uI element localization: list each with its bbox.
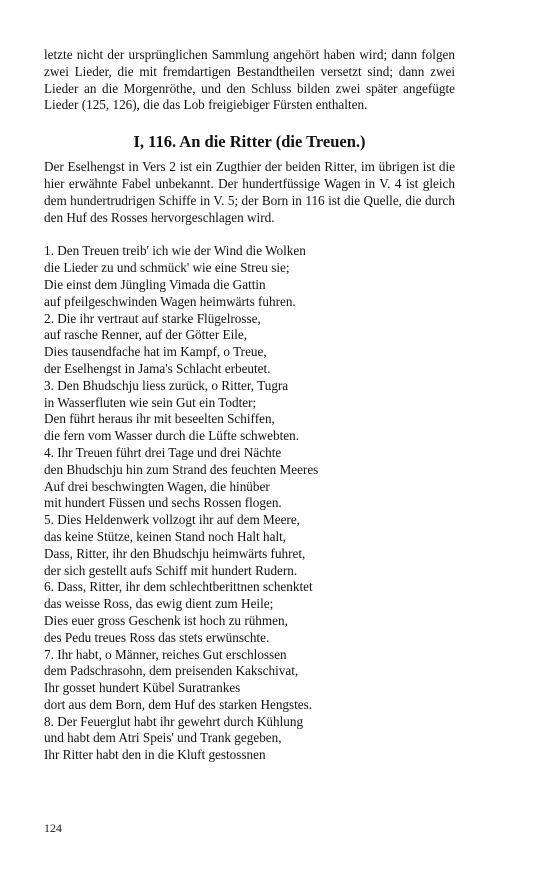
verse-line: 7. Ihr habt, o Männer, reiches Gut erschlossen xyxy=(44,646,287,662)
verse-line: Dies tausendfache hat im Kampf, o Treue, xyxy=(44,344,267,360)
section-heading: I, 116. An die Ritter (die Treuen.) xyxy=(133,132,366,152)
verse-line: das keine Stütze, keinen Stand noch Halt halt, xyxy=(44,528,287,544)
verse-line: und habt dem Atri Speis' und Trank gegeben, xyxy=(44,730,282,746)
verse-line: der Eselhengst in Jama's Schlacht erbeutet. xyxy=(44,360,271,376)
verse-line: dem Padschrasohn, dem preisenden Kakschivat, xyxy=(44,663,299,679)
verse-line: 5. Dies Heldenwerk vollzogt ihr auf dem Meere, xyxy=(44,512,300,528)
verse-line: 2. Die ihr vertraut auf starke Flügelrosse, xyxy=(44,310,261,326)
page-number: 124 xyxy=(44,821,62,835)
commentary-paragraph: Der Eselhengst in Vers 2 ist ein Zugthier der beiden Ritter, im übrigen ist die hier erwähnte Fabel unbekannt. Der hundertfüssige Wagen in V. 4 ist gleich dem hundertrudrigen Schiffe in V. 5; der Born in 116 ist die Quelle, die durch den Huf des Rosses hervorgeschlagen wird. xyxy=(44,159,455,225)
verse-line: Dass, Ritter, ihr den Bhudschju heimwärts fuhret, xyxy=(44,545,306,561)
verse-line: 1. Den Treuen treib' ich wie der Wind die Wolken xyxy=(44,243,306,259)
verse-line: Die einst dem Jüngling Vimada die Gattin xyxy=(44,276,266,292)
verse-block xyxy=(44,243,455,764)
verse-line: die fern vom Wasser durch die Lüfte schwebten. xyxy=(44,428,300,444)
verse-line: Den führt heraus ihr mit beseelten Schiffen, xyxy=(44,411,275,427)
verse-line: des Pedu treues Ross das stets erwünschte. xyxy=(44,629,270,645)
verse-line: das weisse Ross, das ewig dient zum Heile; xyxy=(44,596,274,612)
verse-line: mit hundert Füssen und sechs Rossen flogen. xyxy=(44,495,282,511)
verse-line: auf rasche Renner, auf der Götter Eile, xyxy=(44,327,248,343)
verse-line: die Lieder zu und schmück' wie eine Streu sie; xyxy=(44,260,290,276)
book-page xyxy=(44,47,455,764)
verse-line: dort aus dem Born, dem Huf des starken Hengstes. xyxy=(44,696,313,712)
verse-line: der sich gestellt aufs Schiff mit hundert Rudern. xyxy=(44,562,298,578)
verse-line: 3. Den Bhudschju liess zurück, o Ritter, Tugra xyxy=(44,377,289,393)
verse-line: in Wasserfluten wie sein Gut ein Todter; xyxy=(44,394,257,410)
verse-line: 8. Der Feuerglut habt ihr gewehrt durch Kühlung xyxy=(44,713,304,729)
verse-line: auf pfeilgeschwinden Wagen heimwärts fuhren. xyxy=(44,293,296,309)
verse-line: den Bhudschju hin zum Strand des feuchten Meeres xyxy=(44,461,319,477)
verse-line: Ihr gosset hundert Kübel Suratrankes xyxy=(44,680,241,696)
intro-paragraph: letzte nicht der ursprünglichen Sammlung angehört haben wird; dann folgen zwei Lieder, die mit fremdartigen Bestandtheilen versetzt sind; dann zwei Lieder an die Morgenröthe, und den Schluss bilden zwei später angefügte Lieder (125, 126), die das Lob freigiebiger Fürsten enthalten. xyxy=(44,47,455,113)
verse-line: Ihr Ritter habt den in die Kluft gestossnen xyxy=(44,747,266,763)
verse-line: Dies euer gross Geschenk ist hoch zu rühmen, xyxy=(44,612,288,628)
verse-line: 4. Ihr Treuen führt drei Tage und drei Nächte xyxy=(44,444,282,460)
verse-line: Auf drei beschwingten Wagen, die hinüber xyxy=(44,478,270,494)
verse-line: 6. Dass, Ritter, ihr dem schlechtberittnen schenktet xyxy=(44,579,313,595)
